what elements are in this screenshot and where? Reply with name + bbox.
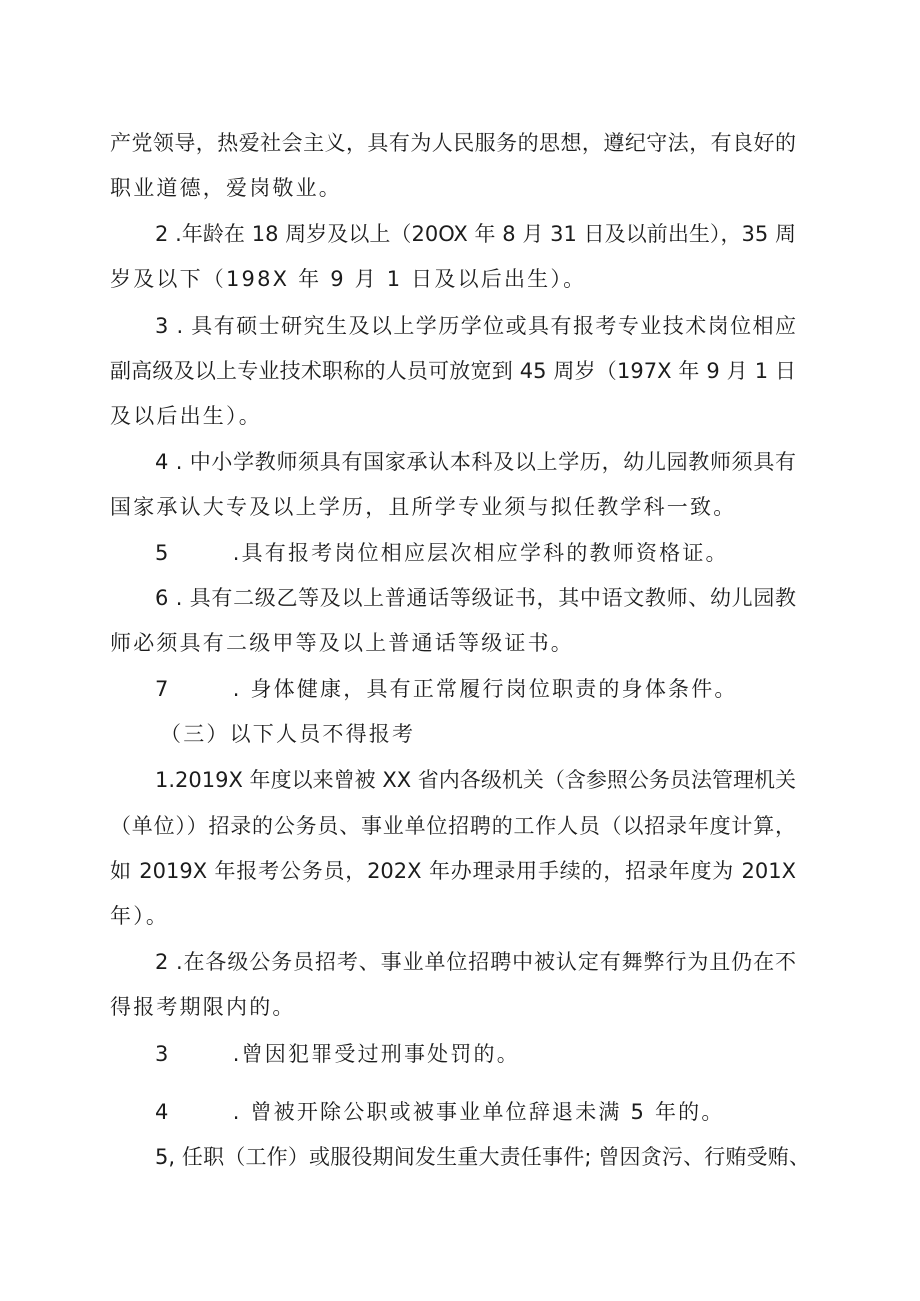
- list-item-line: 7 . 身体健康，具有正常履行岗位职责的身体条件。: [155, 677, 738, 701]
- paragraph-line: 及以后出生）。: [110, 404, 262, 428]
- paragraph-line: 师必须具有二级甲等及以上普通话等级证书。: [110, 631, 574, 655]
- list-item-line: 3 .曾因犯罪受过刑事处罚的。: [155, 1042, 520, 1066]
- paragraph-line: 职业道德，爱岗敬业。: [110, 176, 342, 200]
- paragraph-line: 得报考期限内的。: [110, 995, 296, 1019]
- list-item-line: 5, 任职（工作）或服役期间发生重大责任事件; 曾因贪污、行贿受贿、: [155, 1145, 810, 1169]
- list-item-line: 1.2019X 年度以来曾被 XX 省内各级机关（含参照公务员法管理机关: [155, 768, 796, 792]
- list-item-line: 4 . 中小学教师须具有国家承认本科及以上学历，幼儿园教师须具有: [155, 450, 796, 474]
- paragraph-line: 产党领导，热爱社会主义，具有为人民服务的思想，遵纪守法，有良好的: [110, 131, 796, 155]
- paragraph-line: 如 2019X 年报考公务员，202X 年办理录用手续的，招录年度为 201X: [110, 859, 796, 883]
- paragraph-line: 年）。: [110, 904, 170, 928]
- paragraph-line: （单位））招录的公务员、事业单位招聘的工作人员（以招录年度计算，: [110, 814, 796, 838]
- section-heading: （三）以下人员不得报考: [160, 722, 416, 746]
- paragraph-line: 副高级及以上专业技术职称的人员可放宽到 45 周岁（197X 年 9 月 1 日: [110, 359, 796, 383]
- paragraph-line: 国家承认大专及以上学历，且所学专业须与拟任教学科一致。: [110, 495, 737, 519]
- list-item-line: 6 . 具有二级乙等及以上普通话等级证书，其中语文教师、幼儿园教: [155, 586, 796, 610]
- list-item-line: 3 . 具有硕士研究生及以上学历学位或具有报考专业技术岗位相应: [155, 314, 796, 338]
- list-item-line: 2 .在各级公务员招考、事业单位招聘中被认定有舞弊行为且仍在不: [155, 950, 796, 974]
- paragraph-line: 岁及以下（198X 年 9 月 1 日及以后出生）。: [110, 267, 587, 291]
- list-item-line: 5 .具有报考岗位相应层次相应学科的教师资格证。: [155, 541, 729, 565]
- list-item-line: 4 . 曾被开除公职或被事业单位辞退未满 5 年的。: [155, 1100, 725, 1124]
- list-item-line: 2 .年龄在 18 周岁及以上（20OX 年 8 月 31 日及以前出生），35 周: [155, 222, 796, 246]
